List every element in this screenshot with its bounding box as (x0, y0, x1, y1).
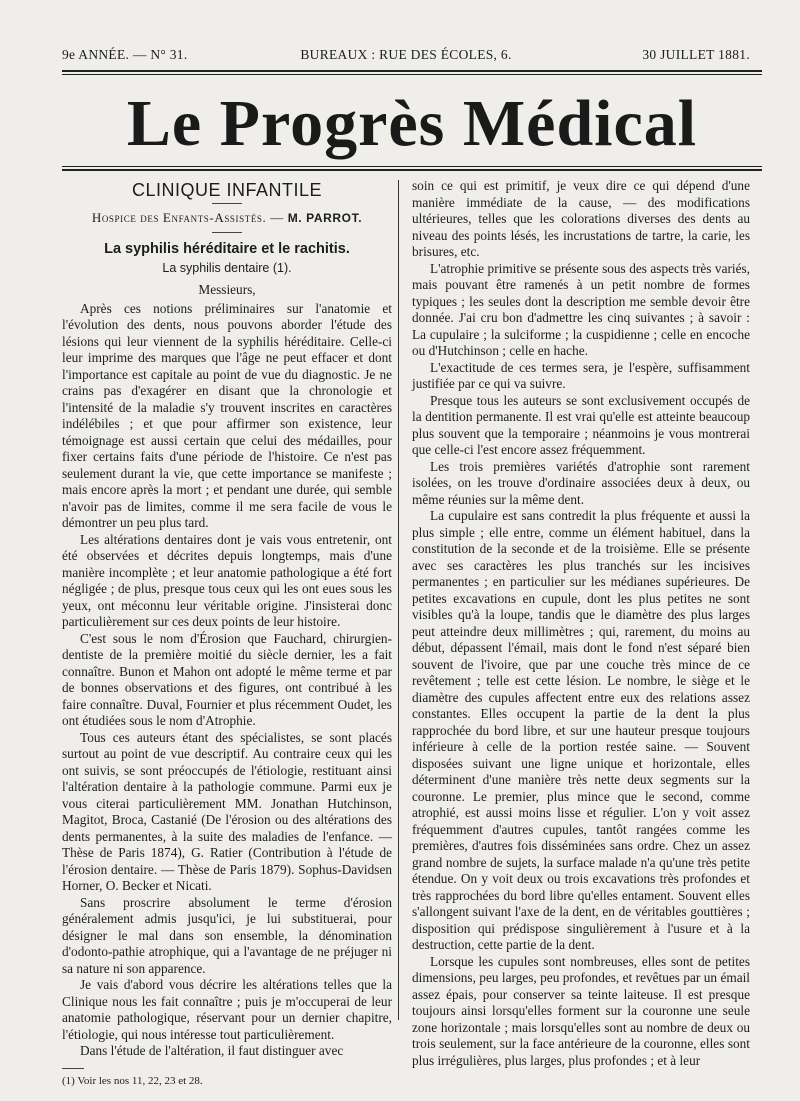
article-title: La syphilis héréditaire et le rachitis. (104, 241, 350, 257)
left-column (62, 178, 392, 1089)
paragraph: soin ce qui est primitif, je veux dire ce qui dépend d'une manière immédiate de la cause, — des modifications ultérieures, telles que les colorations diverses des dents au niveau des points lésés, les incrustations de tartre, la carie, les brisures, etc. (412, 178, 750, 259)
header-rule-bottom (62, 74, 762, 75)
paragraph: Sans proscrire absolument le terme d'érosion généralement admis jusqu'ici, je lui substituerai, pour désigner le mal dans son ensemble, la dénomination d'odonto-pathie atrophique, qui a l'avantage de ne préjuger ni sa nature ni son apparence. (62, 894, 392, 976)
issue-header (62, 47, 750, 67)
footnote: (1) Voir les nos 11, 22, 23 et 28. (62, 1074, 203, 1087)
greeting: Messieurs, (198, 282, 256, 297)
paragraph: Après ces notions préliminaires sur l'anatomie et l'évolution des dents, nous pouvons aborder l'étude des lésions qui leur viennent de la syphilis héréditaire. Celle-ci leur imprime des marques que l'âge ne peut effacer et dont l'importance est capitale au point de vue du diagnostic. Je ne crains pas d'exagérer en disant que la chronologie et l'intensité de la maladie s'y trouvent inscrites en caractères indélébiles ; et que pour affirmer son existence, leur témoignage est aussi certain que celui des médailles, pour fixer certains faits d'une période de l'histoire. Ce n'est pas seulement durant la vie, que cette importance se manifeste ; mais encore après la mort ; et pendant une durée, qui semble n'avoir pas de limites, comme il me sera facile de vous le démontrer un peu plus tard. (62, 300, 392, 530)
footnote-rule (62, 1068, 84, 1069)
column-divider (398, 180, 399, 1020)
paragraph: Les trois premières variétés d'atrophie sont rarement isolées, on les trouve d'ordinaire associées deux à deux, ou même réunies sur la même dent. (412, 458, 750, 507)
paragraph: L'atrophie primitive se présente sous des aspects très variés, mais pouvant être ramenés à un petit nombre de formes typiques ; les seules dont la description me semble devoir être donnée. J'ai cru bon d'admettre les cinq suivantes ; à savoir : La cupulaire ; la sulciforme ; la cuspidienne ; celle en encoche ou d'Hutchinson ; celle en hache. (412, 260, 750, 358)
header-rule-top (62, 70, 762, 72)
masthead-rule-bottom (62, 169, 762, 171)
paragraph: Lorsque les cupules sont nombreuses, elles sont de petites dimensions, peu larges, peu profondes, et revêtues par un émail assez épais, pour conserver sa teinte laiteuse. Il est presque toujours ainsi lorsqu'elles forment sur la couronne une seule zone horizontale ; mais lorsqu'elles sont au nombre de deux ou trois seulement, sur la face antérieure de la couronne, elles sont plus irrégulières, plus larges, plus profondes ; et à leur (412, 953, 750, 1068)
paragraph: Tous ces auteurs étant des spécialistes, se sont placés surtout au point de vue descriptif. Au contraire ceux qui les ont suivis, se sont préoccupés de l'étiologie, restituant ainsi l'altération dentaire à la pathologie commune. Parmi eux je vous citerai particulièrement MM. Jonathan Hutchinson, Magitot, Broca, Castanié (De l'érosion ou des altérations des dents permanentes, à la suite des maladies de l'enfance. — Thèse de Paris 1874), G. Ratier (Contribution à l'étude de l'érosion dentaire. — Thèse de Paris 1879). Sophus-Davidsen Horner, O. Becker et Nicati. (62, 729, 392, 893)
paragraph: Dans l'étude de l'altération, il faut distinguer avec (80, 1043, 344, 1058)
article-subtitle: La syphilis dentaire (1). (162, 260, 292, 275)
paragraph: Je vais d'abord vous décrire les altérations telles que la Clinique nous les fait connaître ; puis je m'occuperai de leur anatomie pathologique, réservant pour un dernier chapitre, l'étiologie, qui nous intéresse tout particulièrement. (62, 977, 392, 1042)
paragraph: C'est sous le nom d'Érosion que Fauchard, chirurgien-dentiste de la première moitié du siècle dernier, les a fait connaître. Bunon et Mahon ont adopté le même terme et par de bonnes observations et des figures, ont contribué à les faire connaître. Duval, Fournier et plus récemment Oudet, les ont étudiées sous le nom d'Atrophie. (62, 630, 392, 728)
hospice-line (62, 210, 392, 227)
hospice-name: Hospice des Enfants-Assistés. — (91, 209, 284, 225)
issue-number: 9e ANNÉE. — N° 31. (62, 47, 188, 62)
paragraph: La cupulaire est sans contredit la plus fréquente et aussi la plus simple ; elle entre, comme un élément habituel, dans la constitution de la seconde et de la troisième. Elle se présente avec ses caractères les plus tranchés sur les incisives permanentes ; en particulier sur les médianes supérieures. De petites excavations en cupule, dont les plus petites ne sont visibles qu'à la loupe, tandis que le diamètre des plus larges peut atteindre deux millimètres ; qui, rarement, du moins au début, dépassent l'émail, mais dont le fond n'est séparé bien souvent de l'ivoire, que par une couche très mince de ce revêtement ; telle est cette lésion. Le nombre, le siège et le diamètre des cupules affectent entre eux des relations assez constantes. Elles occupent la partie de la dent la plus rapprochée du bord libre, et sur une hauteur presque toujours inférieure à celle de la portion restée saine. — Souvent disposées suivant une ligne unique et horizontale, elles déterminent d'une manière très nette deux segments sur la couronne. Le premier, plus mince que le second, comme atrophié, est aussi moins lisse et régulier. L'on y voit assez fréquemment d'autres cupules, tantôt rangées comme les premières, d'autres fois disséminées sans ordre. Chez un assez grand nombre de sujets, la surface malade n'a qu'une très petite étendue. On y voit deux ou trois excavations très profondes et très rapprochées du bord libre qu'elles entament. Souvent elles s'allongent suivant l'axe de la dent, en de véritables gouttières ; disposition qui prédispose singulièrement à l'usure et à la destruction, cette partie de la dent. (412, 508, 750, 952)
section-divider (212, 203, 242, 204)
paragraph: Les altérations dentaires dont je vais vous entretenir, ont été observées et décrites depuis longtemps, mais d'une manière incomplète ; et leur anatomie pathologique a été fort négligée ; de plus, presque tous ceux qui les ont eues sous les yeux, ont méconnu leur véritable origine. J'insisterai donc particulièrement sur ces deux points de leur histoire. (62, 531, 392, 629)
paragraph: L'exactitude de ces termes sera, je l'espère, suffisamment justifiée par ce qui va suivre. (412, 359, 750, 391)
paragraph: Presque tous les auteurs se sont exclusivement occupés de la dentition permanente. Il est vrai qu'elle est atteinte beaucoup plus souvent que la temporaire ; néanmoins je vous montrerai que celle-ci l'est encore assez fréquemment. (412, 392, 750, 457)
masthead-title: Le Progrès Médical (126, 87, 698, 160)
author-name: M. PARROT. (287, 210, 363, 225)
masthead-rule-top (62, 166, 762, 167)
office-address: BUREAUX : RUE DES ÉCOLES, 6. (300, 47, 512, 62)
section-title: CLINIQUE INFANTILE (131, 180, 323, 200)
title-divider (212, 232, 242, 233)
issue-date: 30 JUILLET 1881. (642, 47, 750, 62)
right-column (412, 178, 750, 1069)
